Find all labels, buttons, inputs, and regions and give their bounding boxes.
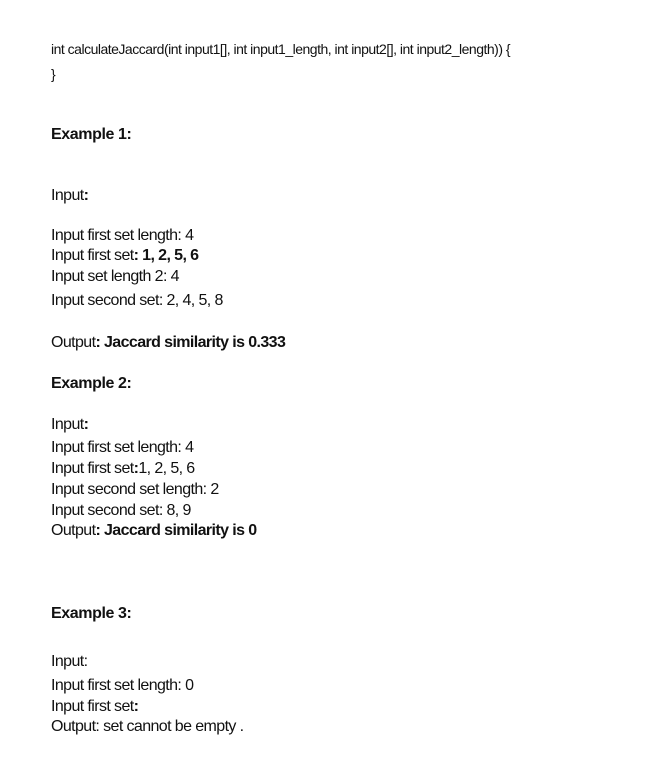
example-2-title: Example 2:: [51, 375, 132, 392]
line-colon: :: [133, 698, 139, 715]
example-2-input-label: [51, 415, 88, 435]
line-values: 1, 2, 5, 6: [138, 460, 195, 477]
example-3-input-label: Input:: [51, 653, 88, 670]
example-3-title: Example 3:: [51, 605, 132, 622]
example-1-line-1: Input first set length: 4: [51, 227, 194, 244]
example-1-input-label: [51, 186, 88, 206]
input-label-text: Input: [51, 187, 84, 204]
example-1-line-3: Input set length 2: 4: [51, 268, 179, 285]
example-2-output: [51, 521, 257, 541]
example-3-line-2: [51, 697, 138, 717]
function-signature: int calculateJaccard(int input1[], int input1_length, int input2[], int input2_length)) {: [51, 41, 511, 57]
line-text: Input first set: [51, 460, 134, 477]
example-1-line-4: Input second set: 2, 4, 5, 8: [51, 292, 223, 309]
input-label-text: Input: [51, 416, 84, 433]
example-2-line-2: [51, 459, 195, 479]
output-label: Output: [51, 334, 96, 351]
line-text: Input first set: [51, 698, 134, 715]
output-label: Output: [51, 522, 96, 539]
example-1-output: [51, 333, 285, 353]
output-value: : Jaccard similarity is 0: [95, 522, 257, 539]
output-value: : Jaccard similarity is 0.333: [95, 334, 286, 351]
example-3-output: Output: set cannot be empty .: [51, 718, 244, 735]
function-closing-brace: }: [51, 66, 56, 82]
example-1-line-2: [51, 246, 198, 266]
example-2-line-1: Input first set length: 4: [51, 439, 194, 456]
line-colon: :: [133, 460, 139, 477]
example-1-title: Example 1:: [51, 126, 132, 143]
line-colon: : 1, 2, 5, 6: [133, 247, 199, 264]
example-3-line-1: Input first set length: 0: [51, 677, 194, 694]
example-2-line-3: Input second set length: 2: [51, 481, 219, 498]
input-label-colon: :: [83, 187, 89, 204]
line-text: Input first set: [51, 247, 134, 264]
input-label-colon: :: [83, 416, 89, 433]
example-2-line-4: Input second set: 8, 9: [51, 502, 191, 519]
